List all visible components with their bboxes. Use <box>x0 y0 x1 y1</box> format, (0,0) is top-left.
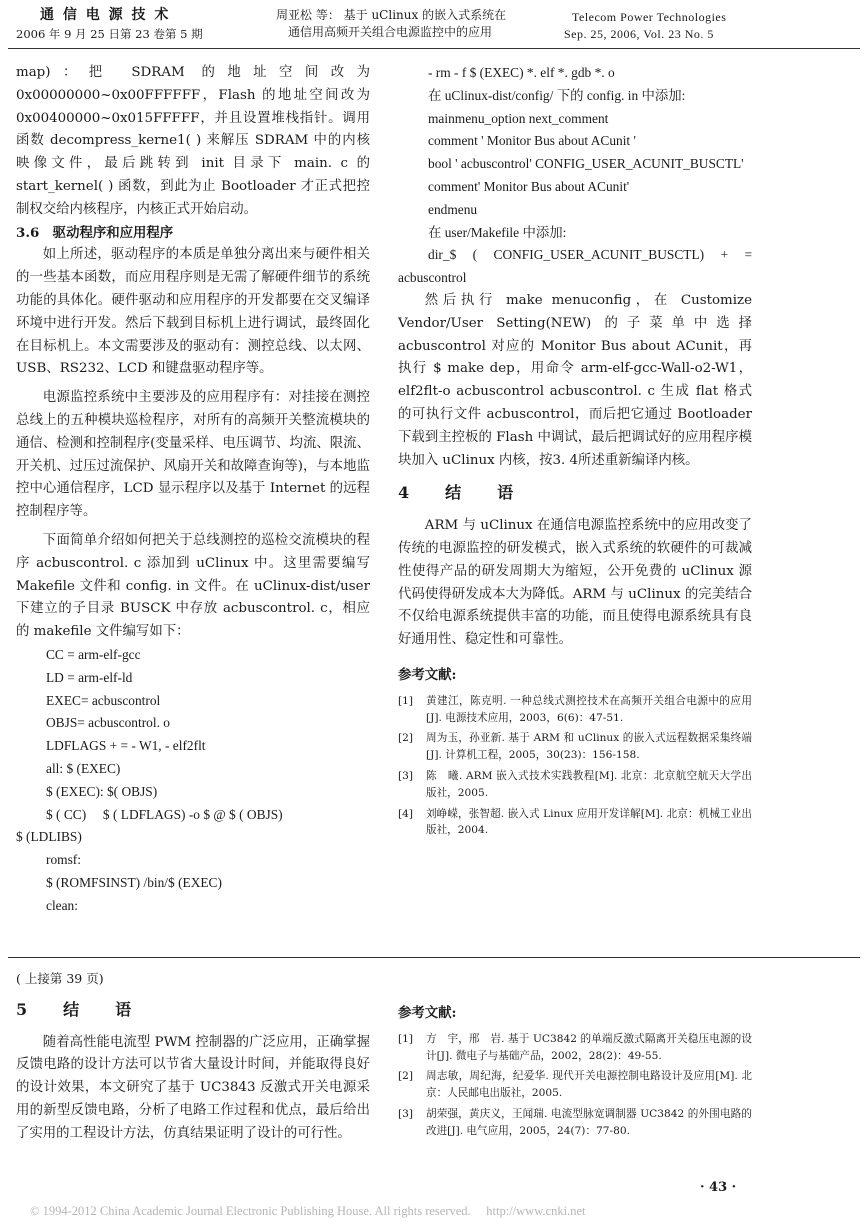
code-line: - rm - f $ (EXEC) *. elf *. gdb *. o <box>428 65 615 80</box>
code-line: LD = arm-elf-ld <box>46 669 133 685</box>
code-line: comment' Monitor Bus about ACunit' <box>428 178 630 194</box>
references-list <box>398 693 752 839</box>
code-line-dir: dir_$ ( CONFIG_USER_ACUNIT_BUSCTL) + = acbuscontrol <box>398 247 766 286</box>
code-line: $ ( CC) $ ( LDFLAGS) -o $ @ $ ( OBJS) <box>46 806 283 822</box>
section-heading-5: 5 结 语 <box>16 999 142 1019</box>
code-line-wrap: $ (LDLIBS) <box>16 829 82 845</box>
code-line-bool: bool ' acbuscontrol' CONFIG_USER_ACUNIT_BUSCTL' <box>428 156 744 172</box>
reference-item <box>398 693 752 727</box>
reference-number: [2] <box>398 732 414 745</box>
reference-number: [1] <box>398 1032 414 1045</box>
paragraph-makefile-intro: 下面简单介绍如何把关于总线测控的巡检交流模块的程序 acbuscontrol. c 添加到 uClinux 中。这里需要编写 Makefile 文件和 config. in 文件。在 uClinux-dist/user 下建立的子目录 BUSCK 中存放 acbuscontrol. c，相应的 makefile 文件编写如下： <box>16 532 370 640</box>
reference-text: 刘峥嵘，张智超. 嵌入式 Linux 应用开发详解[M]. 北京：机械工业出版社，2004. <box>426 807 752 837</box>
paragraph-menuconfig: 然后执行 make menuconfig，在 Customize Vendor/User Setting(NEW) 的子菜单中选择 acbuscontrol 对应的 Monitor Bus about ACunit，再执行 $ make dep，用命令 arm-elf-gcc-Wall-o2-W1，elf2flt-o acbuscontrol acbuscontrol. c 生成 flat 格式的可执行文件 acbuscontrol，而后把它通过 Bootloader 下载到主控板的 Flash 中调试，最后把调试好的应用程序模块加入 uClinux 内核，按3. 4所述重新编译内核。 <box>398 292 752 468</box>
reference-text: 黄建江，陈克明. 一种总线式测控技术在高频开关组合电源中的应用[J]. 电源技术应用，2003，6(6)：47-51. <box>426 694 752 724</box>
reference-text: 胡荣强，黄庆义，王闻瑞. 电流型脉宽调制器 UC3842 的外围电路的改进[J]. 电气应用，2005，24(7)：77-80. <box>426 1107 752 1137</box>
journal-title-en: Telecom Power Technologies <box>572 10 727 24</box>
journal-issue-en: Sep. 25, 2006, Vol. 23 No. 5 <box>564 27 714 41</box>
bottom-right-column <box>398 1002 752 1144</box>
code-line: $ (ROMFSINST) /bin/$ (EXEC) <box>46 874 222 890</box>
code-line: EXEC= acbuscontrol <box>46 692 161 708</box>
code-line: OBJS= acbuscontrol. o <box>46 715 170 731</box>
section-heading-3-6: 3.6 驱动程序和应用程序 <box>16 224 174 241</box>
reference-text: 陈 曦. ARM 嵌入式技术实践教程[M]. 北京：北京航空航天大学出版社，2005. <box>426 769 752 799</box>
right-column <box>398 62 766 843</box>
reference-text: 方 宇，邢 岩. 基于 UC3842 的单端反激式隔离开关稳压电源的设计[J]. 微电子与基础产品，2002，28(2)：49-55. <box>426 1032 752 1062</box>
left-column <box>16 62 370 917</box>
reference-number: [1] <box>398 694 414 707</box>
header-rule <box>8 48 860 49</box>
code-line: all: $ (EXEC) <box>46 760 121 776</box>
code-line: LDFLAGS + = - W1, - elf2flt <box>46 738 206 754</box>
references-title: 参考文献: <box>398 1005 457 1021</box>
reference-number: [3] <box>398 769 414 782</box>
paragraph-drivers: 如上所述，驱动程序的本质是单独分离出来与硬件相关的一些基本函数，而应用程序则是无需了解硬件细节的系统功能的具体化。硬件驱动和应用程序的开发都要在交叉编译环境中进行开发。然后下载到目标机上进行调试，最终固化在目标机上。本文需要涉及的驱动有：测控总线、以太网、USB、RS232、LCD 和键盘驱动程序等。 <box>16 247 370 377</box>
code-line: romsf: <box>46 852 81 868</box>
paragraph-bootloader: map)：把 SDRAM 的地址空间改为 0x00000000~0x00FFFFFF，Flash 的地址空间改为 0x00400000~0x015FFFFF，并且设置堆栈指针。调用函数 decompress_kerne1( ) 来解压 SDRAM 中的内核映像文件，最后跳转到 init 目录下 main. c 的 start_kernel( ) 函数，到此为止 Bootloader 才正式把控制权交给内核程序，内核正式开始启动。 <box>16 65 370 217</box>
reference-item <box>398 768 752 802</box>
reference-item <box>398 1068 752 1102</box>
paragraph-conclusion-uc3843: 随着高性能电流型 PWM 控制器的广泛应用，正确掌握反馈电路的设计方法可以节省大量设计时间，并能取得良好的设计效果，本文研究了基于 UC3843 反激式开关电源采用的新型反馈电路，分析了电路工作过程和优点，最后给出了实用的工程设计方法，仿真结果证明了设计的可行性。 <box>16 1034 370 1141</box>
code-line: comment ' Monitor Bus about ACunit ' <box>428 133 636 149</box>
reference-text: 周为玉，孙亚新. 基于 ARM 和 uClinux 的嵌入式远程数据采集终端[J]. 计算机工程，2005，30(23)：156-158. <box>426 732 752 762</box>
continued-note: ( 上接第 39 页) <box>16 971 104 986</box>
paragraph-applications: 电源监控系统中主要涉及的应用程序有：对挂接在测控总线上的五种模块巡检程序，对所有的高频开关整流模块的通信、检测和控制程序(变量采样、电压调节、均流、限流、开关机、过压过流保护、风扇开关和故障查询等)，与本地监控中心通信程序，LCD 显示程序以及基于 Internet 的远程控制程序等。 <box>16 390 370 520</box>
references-list <box>398 1031 752 1140</box>
code-line: clean: <box>46 897 78 913</box>
reference-number: [3] <box>398 1107 414 1120</box>
running-head-line2: 通信用高频开关组合电源监控中的应用 <box>288 25 493 39</box>
page-number: · 43 · <box>700 1180 737 1195</box>
reference-item <box>398 730 752 764</box>
reference-text: 周志敏，周纪海，纪爱华. 现代开关电源控制电路设计及应用[M]. 北京：人民邮电出版社，2005. <box>426 1070 752 1100</box>
journal-title-cn: 通 信 电 源 技 术 <box>40 7 171 23</box>
copyright-watermark: © 1994-2012 China Academic Journal Electronic Publishing House. All rights reserved. http://www.cnki.net <box>30 1204 586 1218</box>
section-heading-4: 4 结 语 <box>398 483 524 503</box>
code-line: CC = arm-elf-gcc <box>46 646 141 662</box>
running-head-line1: 周亚松 等： 基于 uClinux 的嵌入式系统在 <box>276 8 507 22</box>
code-line: mainmenu_option next_comment <box>428 110 609 126</box>
reference-item <box>398 1031 752 1065</box>
bottom-left-column <box>16 968 370 1146</box>
reference-item <box>398 806 752 840</box>
reference-number: [4] <box>398 807 414 820</box>
article-separator-rule <box>8 957 860 958</box>
code-line: 在 user/Makefile 中添加: <box>428 224 567 240</box>
code-line: $ (EXEC): $( OBJS) <box>46 783 158 799</box>
paragraph-conclusion: ARM 与 uClinux 在通信电源监控系统中的应用改变了传统的电源监控的研发模式，嵌入式系统的软硬件的可裁减性使得产品的研发周期大为缩短，公开免费的 uClinux 源代码使得研发成本大为降低。ARM 与 uClinux 的完美结合不仅给电源系统提供丰富的功能，而且使得电源系统具有良好通用性、稳定性和可靠性。 <box>398 518 752 648</box>
journal-issue-cn: 2006 年 9 月 25 日第 23 卷第 5 期 <box>16 27 203 41</box>
references-title: 参考文献: <box>398 666 457 683</box>
code-line: 在 uClinux-dist/config/ 下的 config. in 中添加: <box>428 87 686 103</box>
reference-number: [2] <box>398 1070 414 1083</box>
code-line: endmenu <box>428 201 478 217</box>
reference-item <box>398 1106 752 1140</box>
